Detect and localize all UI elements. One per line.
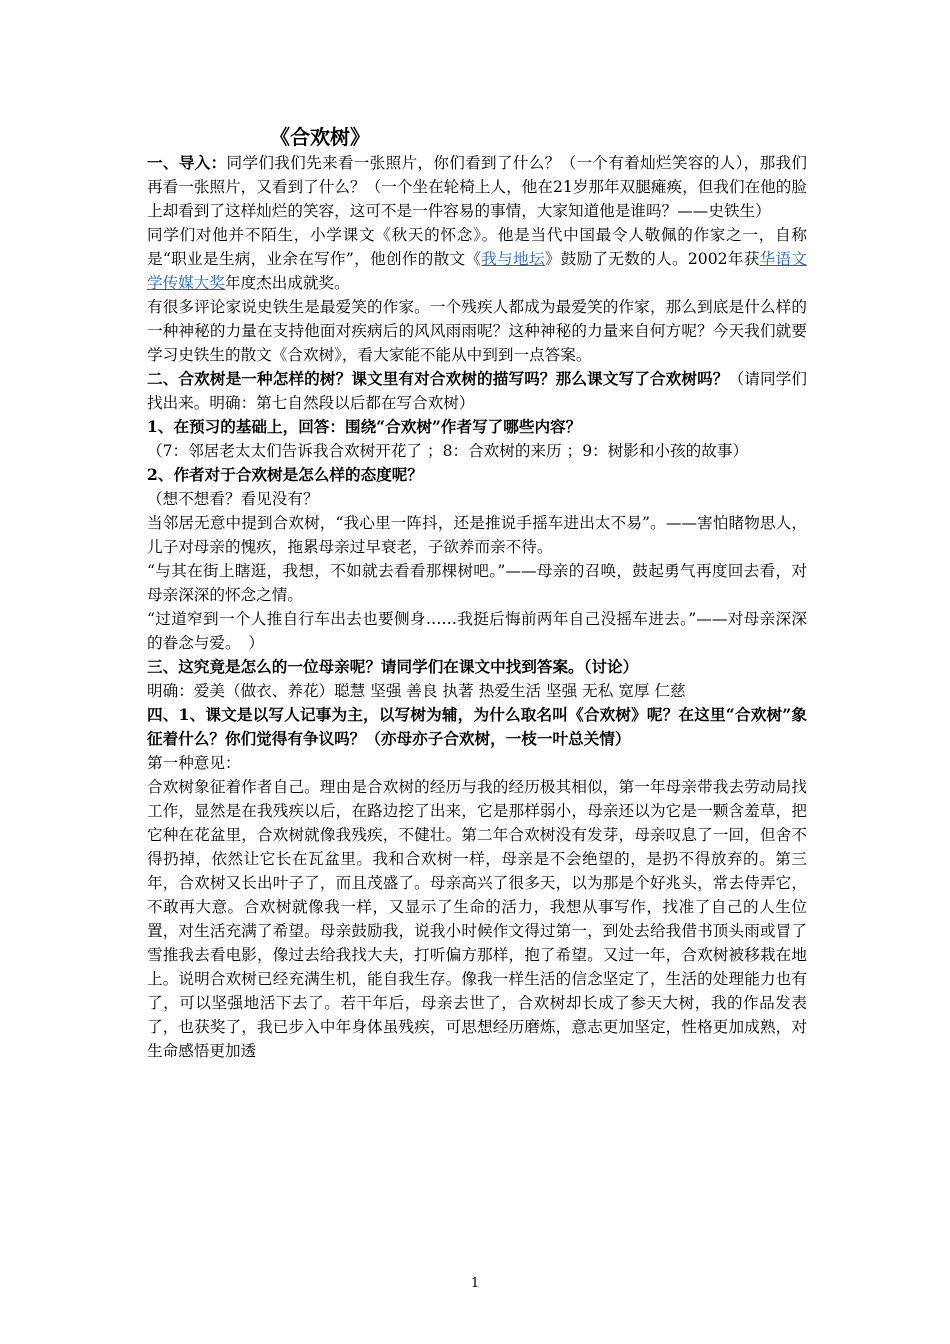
author-text-2: 》鼓励了无数的人。2002年获	[544, 250, 760, 268]
q2-line-1: （想不想看？看见没有？	[147, 490, 319, 508]
intro-text: 同学们我们先来看一张照片，你们看到了什么？（一个有着灿烂笑容的人），那我们再看一张照片，又看到了什么？（一个坐在轮椅上人，他在21岁那年双腿瘫痪，但我们在他的脸上却看到了这样灿烂的笑容，这可不是一件容易的事情，大家知道他是谁吗？——史铁生）	[147, 154, 807, 220]
author-paragraph	[147, 223, 807, 295]
section3-heading: 三、这究竟是怎么的一位母亲呢？请同学们在课文中找到答案。（讨论）	[147, 657, 639, 676]
section4-heading: 四、1、课文是以写人记事为主，以写树为辅，为什么取名叫《合欢树》呢？在这里“合欢树”象征着什么？你们觉得有争议吗？（亦母亦子合欢树，一枝一叶总关情）	[147, 705, 807, 748]
intro-paragraph	[147, 151, 807, 223]
page-number: 1	[470, 1276, 480, 1291]
q2-line-2: 当邻居无意中提到合欢树，“我心里一阵抖，还是推说手摇车进出太不易”。——害怕睹物思人，儿子对母亲的愧疚，拖累母亲过早衰老，子欲养而亲不待。	[147, 514, 807, 556]
link-media-award[interactable]: 华语文学传媒大奖	[147, 250, 807, 292]
author-text-3: 年度杰出成就奖。	[224, 274, 350, 292]
mystery-paragraph: 有很多评论家说史铁生是最爱笑的作家。一个残疾人都成为最爱笑的作家，那么到底是什么样的一种神秘的力量在支持他面对疾病后的风风雨雨呢？这种神秘的力量来自何方呢？今天我们就要学习史铁生的散文《合欢树》，看大家能不能从中到到一点答案。	[147, 298, 807, 364]
q2-line-3: “与其在街上瞎逛，我想，不如就去看看那棵树吧。”——母亲的召唤，鼓起勇气再度回去看，对母亲深深的怀念之情。	[147, 562, 807, 604]
q1-heading: 1、在预习的基础上，回答：围绕“合欢树”作者写了哪些内容？	[147, 417, 582, 436]
link-wo-yu-ditan[interactable]: 我与地坛	[481, 250, 545, 268]
intro-heading: 一、导入：	[147, 153, 227, 172]
q1-answer: （7：邻居老太太们告诉我合欢树开花了 ；8：合欢树的来历 ；9：树影和小孩的故事）	[147, 442, 749, 460]
author-text-1: 同学们对他并不陌生，小学课文《秋天的怀念》。他是当代中国最令人敬佩的作家之一，自称是“职业是生病，业余在写作”，他创作的散文《	[147, 226, 807, 268]
section3-answer: 明确：爱美（做衣、养花）聪慧 坚强 善良 执著 热爱生活 坚强 无私 宽厚 仁慈	[147, 682, 686, 700]
section2-heading: 二、合欢树是一种怎样的树？课文里有对合欢树的描写吗？那么课文写了合欢树吗？	[147, 369, 729, 388]
q2-heading: 2、作者对于合欢树是怎么样的态度呢？	[147, 465, 423, 484]
q2-line-4: “过道窄到一个人推自行车出去也要侧身……我挺后悔前两年自己没摇车进去。”——对母亲深深的眷念与爱。 ）	[147, 610, 807, 652]
opinion-label: 第一种意见：	[147, 754, 241, 772]
document-body	[147, 151, 807, 1063]
section2-note: （请同学们找出来。明确：第七自然段以后都在写合欢树）	[147, 370, 807, 412]
opinion-text: 合欢树象征着作者自己。理由是合欢树的经历与我的经历极其相似，第一年母亲带我去劳动局找工作，显然是在我残疾以后，在路边挖了出来，它是那样弱小，母亲还以为它是一颗含羞草，把它种在花盆里，合欢树就像我残疾，不健壮。第二年合欢树没有发芽，母亲叹息了一回，但舍不得扔掉，依然让它长在瓦盆里。我和合欢树一样，母亲是不会绝望的，是扔不得放弃的。第三年，合欢树又长出叶子了，而且茂盛了。母亲高兴了很多天，以为那是个好兆头，常去侍弄它，不敢再大意。合欢树就像我一样，又显示了生命的活力，我想从事写作，找准了自己的人生位置，对生活充满了希望。母亲鼓励我，说我小时候作文得过第一，到处去给我借书顶头雨或冒了雪推我去看电影，像过去给我找大夫，打听偏方那样，抱了希望。又过一年，合欢树被移栽在地上。说明合欢树已经充满生机，能自我生存。像我一样生活的信念坚定了，生活的处理能力也有了，可以坚强地活下去了。若干年后，母亲去世了，合欢树却长成了参天大树，我的作品发表了，也获奖了，我已步入中年身体虽残疾，可思想经历磨炼，意志更加坚定，性格更加成熟，对生命感悟更加透	[147, 778, 807, 1060]
document-title: 《合欢树》	[270, 125, 370, 149]
section2-paragraph	[147, 367, 807, 415]
